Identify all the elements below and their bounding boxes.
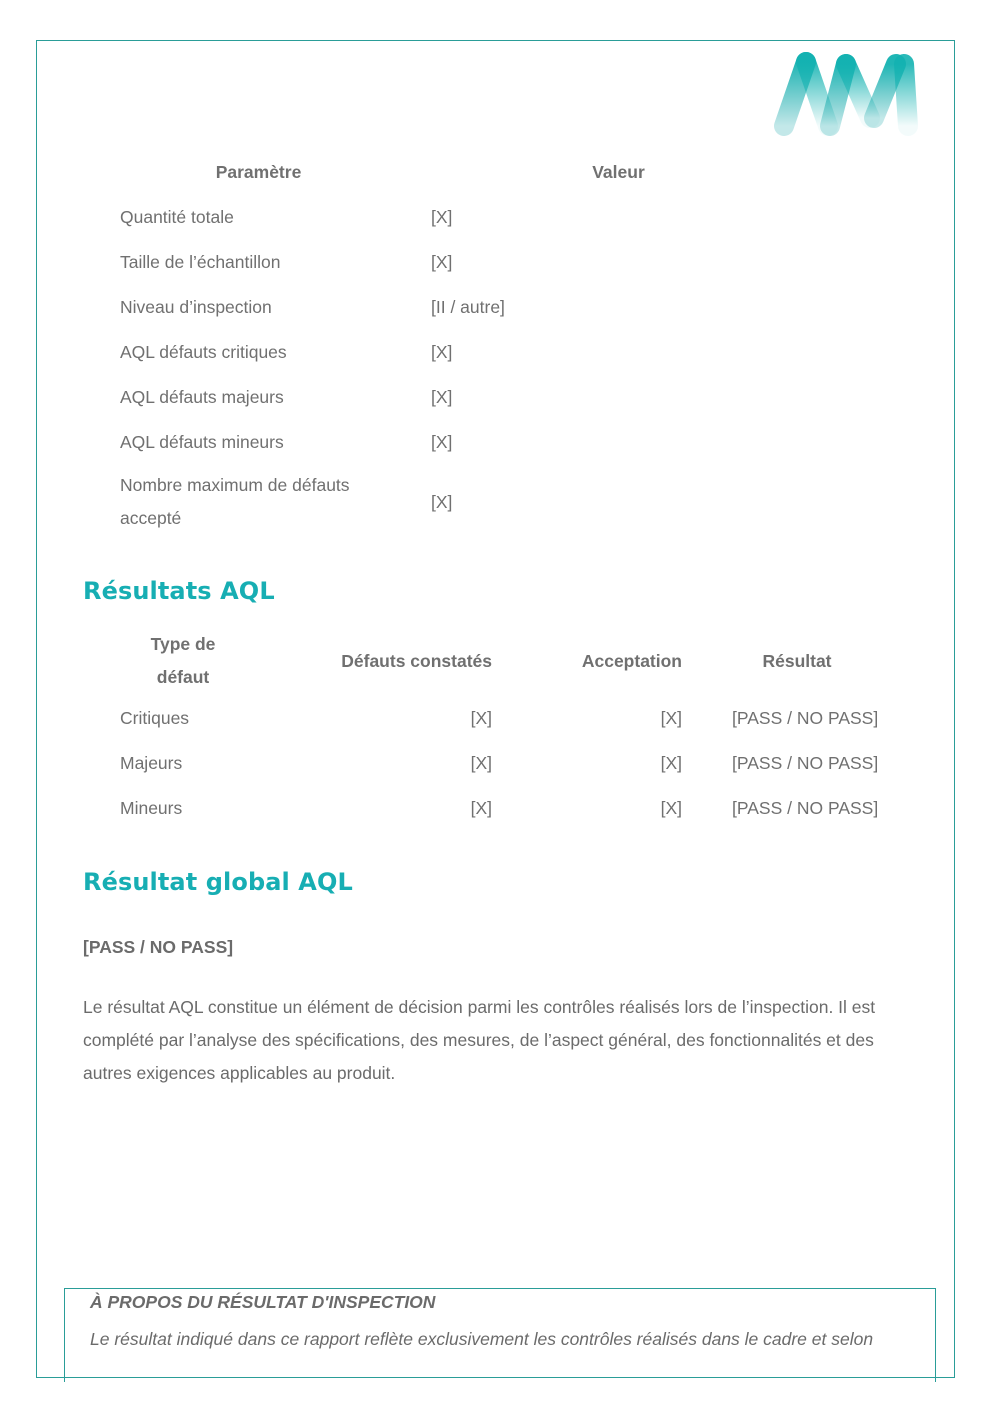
defect-type: Majeurs (120, 753, 183, 773)
global-result-paragraph: Le résultat AQL constitue un élément de décision parmi les contrôles réalisés lors de l’inspection. Il est complété par l’analyse des spécifications, des mesures, de l’aspect général, des fonctionnalités et des autres exigences applicables au produit. (83, 997, 876, 1083)
table-row (102, 195, 822, 240)
section-title-global-result: Résultat global AQL (83, 868, 353, 896)
header-acceptance: Acceptation (581, 650, 682, 671)
defects-found: [X] (470, 798, 492, 818)
param-label: Nombre maximum de défauts accepté (120, 475, 350, 528)
param-label: Taille de l’échantillon (120, 252, 281, 272)
am-logo (774, 52, 922, 136)
table-row (102, 330, 822, 375)
header-value: Valeur (592, 162, 645, 182)
defects-found: [X] (470, 708, 492, 728)
table-row (102, 375, 822, 420)
param-value: [II / autre] (431, 297, 505, 317)
header-defects-found: Défauts constatés (341, 650, 492, 671)
table-row (102, 786, 902, 831)
defects-found: [X] (470, 753, 492, 773)
about-title: À PROPOS DU RÉSULTAT D'INSPECTION (90, 1292, 436, 1312)
defect-type: Critiques (120, 708, 190, 728)
param-label: Quantité totale (120, 207, 234, 227)
table-row (102, 285, 822, 330)
header-result: Résultat (762, 650, 832, 671)
table-row (102, 420, 822, 465)
param-label: Niveau d’inspection (120, 297, 272, 317)
table-header-row (102, 150, 822, 195)
param-value: [X] (431, 252, 453, 272)
param-value: [X] (431, 207, 453, 227)
table-row (102, 240, 822, 285)
result: [PASS / NO PASS] (732, 798, 879, 818)
section-title-aql-results: Résultats AQL (83, 577, 275, 605)
param-value: [X] (431, 491, 453, 512)
defect-type: Mineurs (120, 798, 183, 818)
param-value: [X] (431, 432, 453, 452)
param-label: AQL défauts critiques (120, 342, 287, 362)
header-defect-type: Type de défaut (150, 634, 216, 687)
table-row (102, 741, 902, 786)
acceptance: [X] (660, 753, 682, 773)
param-label: AQL défauts mineurs (120, 432, 284, 452)
about-text: Le résultat indiqué dans ce rapport reflète exclusivement les contrôles réalisés dans le cadre et selon (90, 1329, 874, 1349)
table-header-row (102, 626, 902, 696)
acceptance: [X] (660, 798, 682, 818)
global-result-value: [PASS / NO PASS] (83, 937, 234, 957)
table-row (102, 465, 822, 539)
param-value: [X] (431, 387, 453, 407)
header-parameter: Paramètre (215, 162, 302, 182)
aql-results-table (102, 626, 902, 831)
acceptance: [X] (660, 708, 682, 728)
param-value: [X] (431, 342, 453, 362)
param-label: AQL défauts majeurs (120, 387, 284, 407)
result: [PASS / NO PASS] (732, 708, 879, 728)
parameters-table (102, 150, 822, 539)
result: [PASS / NO PASS] (732, 753, 879, 773)
about-box (64, 1288, 936, 1382)
table-row (102, 696, 902, 741)
